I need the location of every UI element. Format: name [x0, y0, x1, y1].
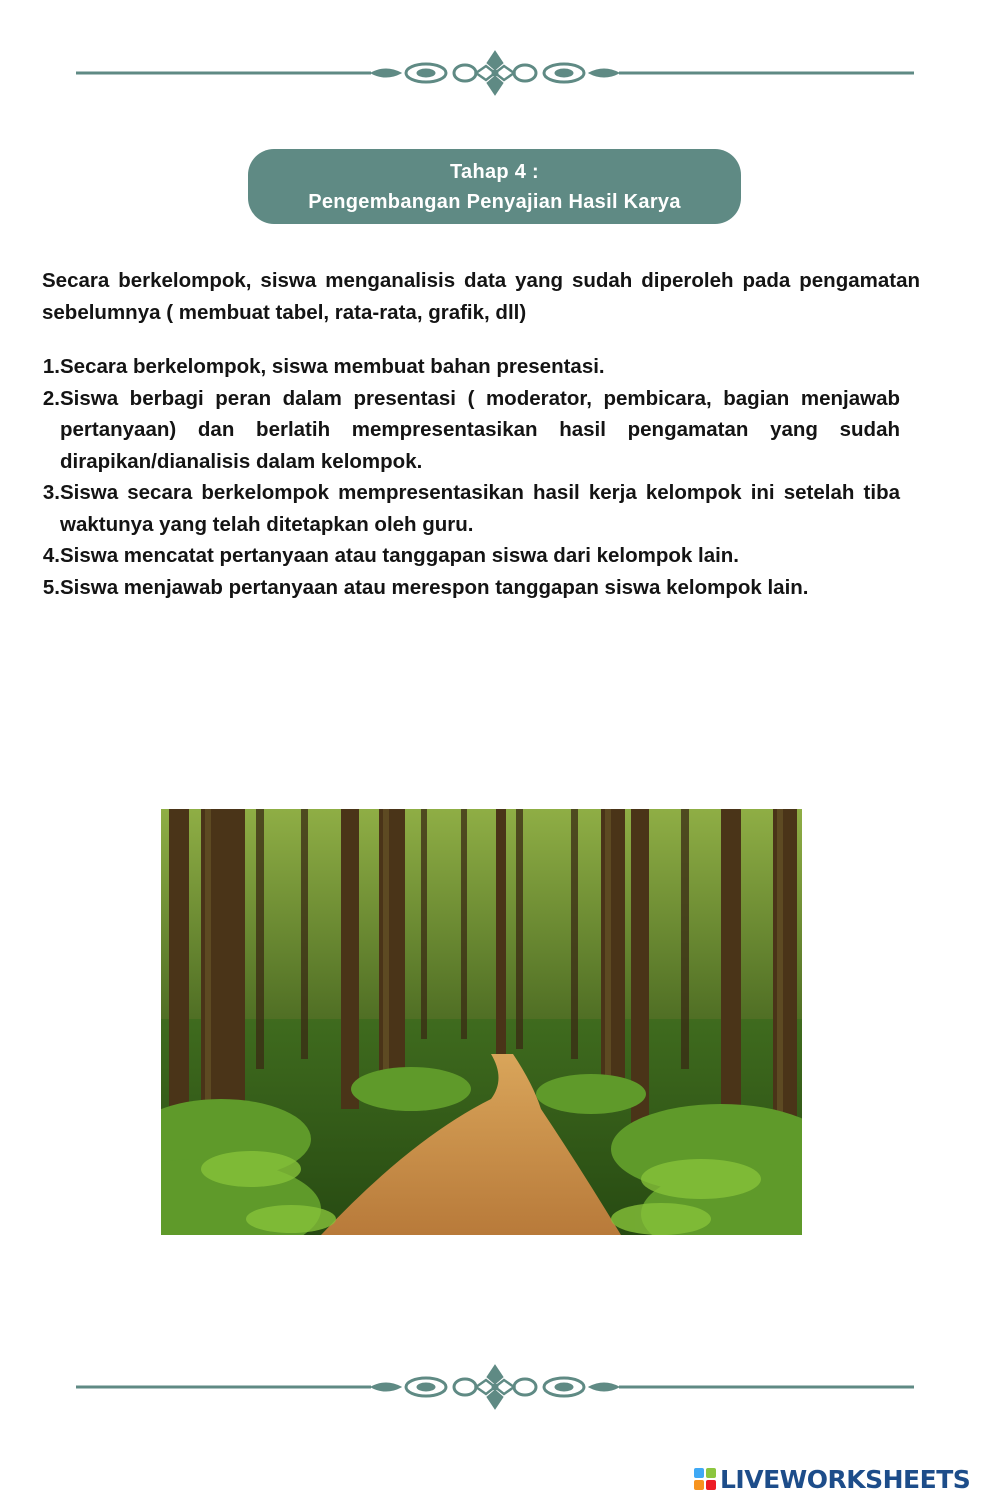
- step-text: Siswa mencatat pertanyaan atau tanggapan siswa dari kelompok lain.: [60, 544, 740, 567]
- liveworksheets-brand: [694, 1463, 970, 1495]
- liveworksheets-logo-icon: [694, 1468, 716, 1490]
- stage-number: Tahap 4 :: [449, 160, 539, 183]
- step-text: Secara berkelompok, siswa membuat bahan presentasi.: [60, 355, 605, 378]
- stage-title: Pengembangan Penyajian Hasil Karya: [308, 190, 681, 213]
- step-text: Siswa menjawab pertanyaan atau merespon tanggapan siswa kelompok lain.: [60, 575, 809, 599]
- step-number: 5.: [42, 575, 60, 599]
- step-number: 4.: [42, 544, 60, 567]
- step-number: 2.: [42, 386, 60, 410]
- ornament-icon: [76, 1362, 914, 1412]
- list-item: [30, 540, 900, 572]
- list-item: [30, 477, 900, 540]
- step-text: Siswa berbagi peran dalam presentasi ( moderator, pembicara, bagian menjawab pertanyaan) dan berlatih mempresentasikan hasil pengamatan yang sudah dirapikan/dianalisis dalam kelompok.: [60, 386, 900, 473]
- brand-name: LIVEWORKSHEETS: [720, 1464, 971, 1494]
- ornament-divider-top: [76, 48, 914, 98]
- step-number: 1.: [42, 355, 60, 378]
- list-item: [30, 351, 900, 383]
- list-item: [30, 383, 900, 478]
- step-text: Siswa secara berkelompok mempresentasikan hasil kerja kelompok ini setelah tiba waktunya yang telah ditetapkan oleh guru.: [60, 481, 900, 536]
- steps-list: [30, 351, 900, 603]
- ornament-icon: [76, 48, 914, 98]
- forest-path-photo: [161, 809, 802, 1235]
- step-number: 3.: [42, 481, 60, 504]
- ornament-divider-bottom: [76, 1362, 914, 1412]
- intro-paragraph: Secara berkelompok, siswa menganalisis data yang sudah diperoleh pada pengamatan sebelumnya ( membuat tabel, rata-rata, grafik, dll): [42, 269, 920, 324]
- stage-title-box: [248, 149, 741, 224]
- list-item: [30, 572, 900, 604]
